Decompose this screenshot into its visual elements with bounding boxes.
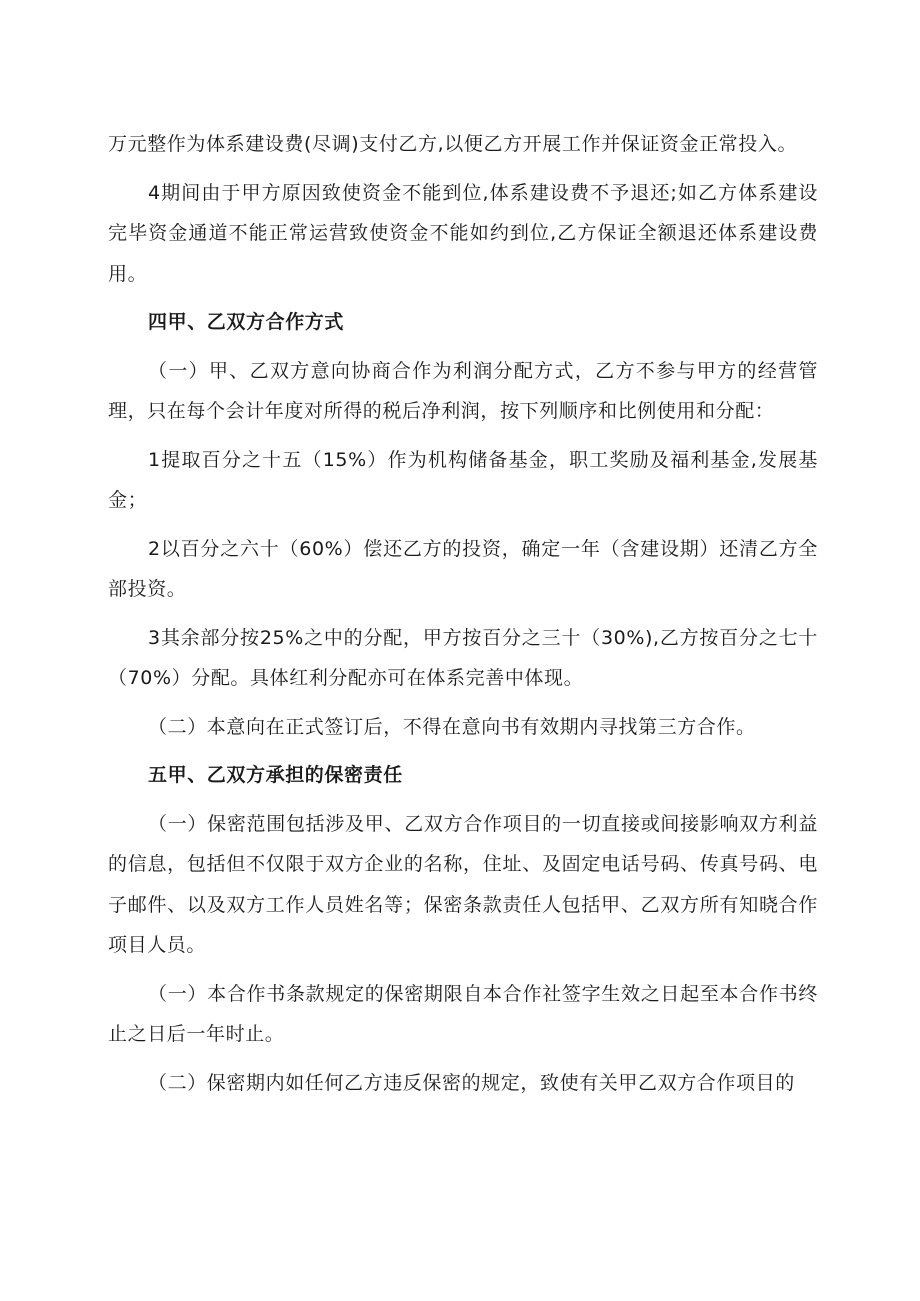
paragraph-confidentiality-breach: （二）保密期内如任何乙方违反保密的规定，致使有关甲乙双方合作项目的 xyxy=(148,1071,795,1094)
paragraph-confidentiality-scope: （一）保密范围包括涉及甲、乙双方合作项目的一切直接或间接影响双方利益的信息，包括但不仅限于双方企业的名称，住址、及固定电话号码、传真号码、电子邮件、以及双方工作人员姓名等；保密条款责任人包括甲、乙双方所有知晓合作项目人员。 xyxy=(108,812,818,956)
paragraph-item-2: 2以百分之六十（60%）偿还乙方的投资，确定一年（含建设期）还清乙方全部投资。 xyxy=(108,537,818,600)
paragraph-profit-distribution: （一）甲、乙双方意向协商合作为利润分配方式，乙方不参与甲方的经营管理，只在每个会计年度对所得的税后净利润，按下列顺序和比例使用和分配： xyxy=(108,359,818,422)
section-heading-cooperation: 四甲、乙双方合作方式 xyxy=(148,311,345,333)
paragraph-exclusivity: （二）本意向在正式签订后，不得在意向书有效期内寻找第三方合作。 xyxy=(148,715,756,738)
paragraph-item-1: 1提取百分之十五（15%）作为机构储备基金，职工奖励及福利基金,发展基金； xyxy=(108,448,818,511)
paragraph-refund-clause: 4期间由于甲方原因致使资金不能到位,体系建设费不予退还;如乙方体系建设完毕资金通道不能正常运营致使资金不能如约到位,乙方保证全额退还体系建设费用。 xyxy=(108,181,818,285)
document-body xyxy=(108,124,818,1111)
paragraph-item-3: 3其余部分按25%之中的分配，甲方按百分之三十（30%),乙方按百分之七十（70%）分配。具体红利分配亦可在体系完善中体现。 xyxy=(108,626,818,689)
paragraph-fee-continuation: 万元整作为体系建设费(尽调)支付乙方,以便乙方开展工作并保证资金正常投入。 xyxy=(108,133,798,155)
section-heading-confidentiality: 五甲、乙双方承担的保密责任 xyxy=(148,764,403,786)
paragraph-confidentiality-term: （一）本合作书条款规定的保密期限自本合作社签字生效之日起至本合作书终止之日后一年时止。 xyxy=(108,982,818,1045)
